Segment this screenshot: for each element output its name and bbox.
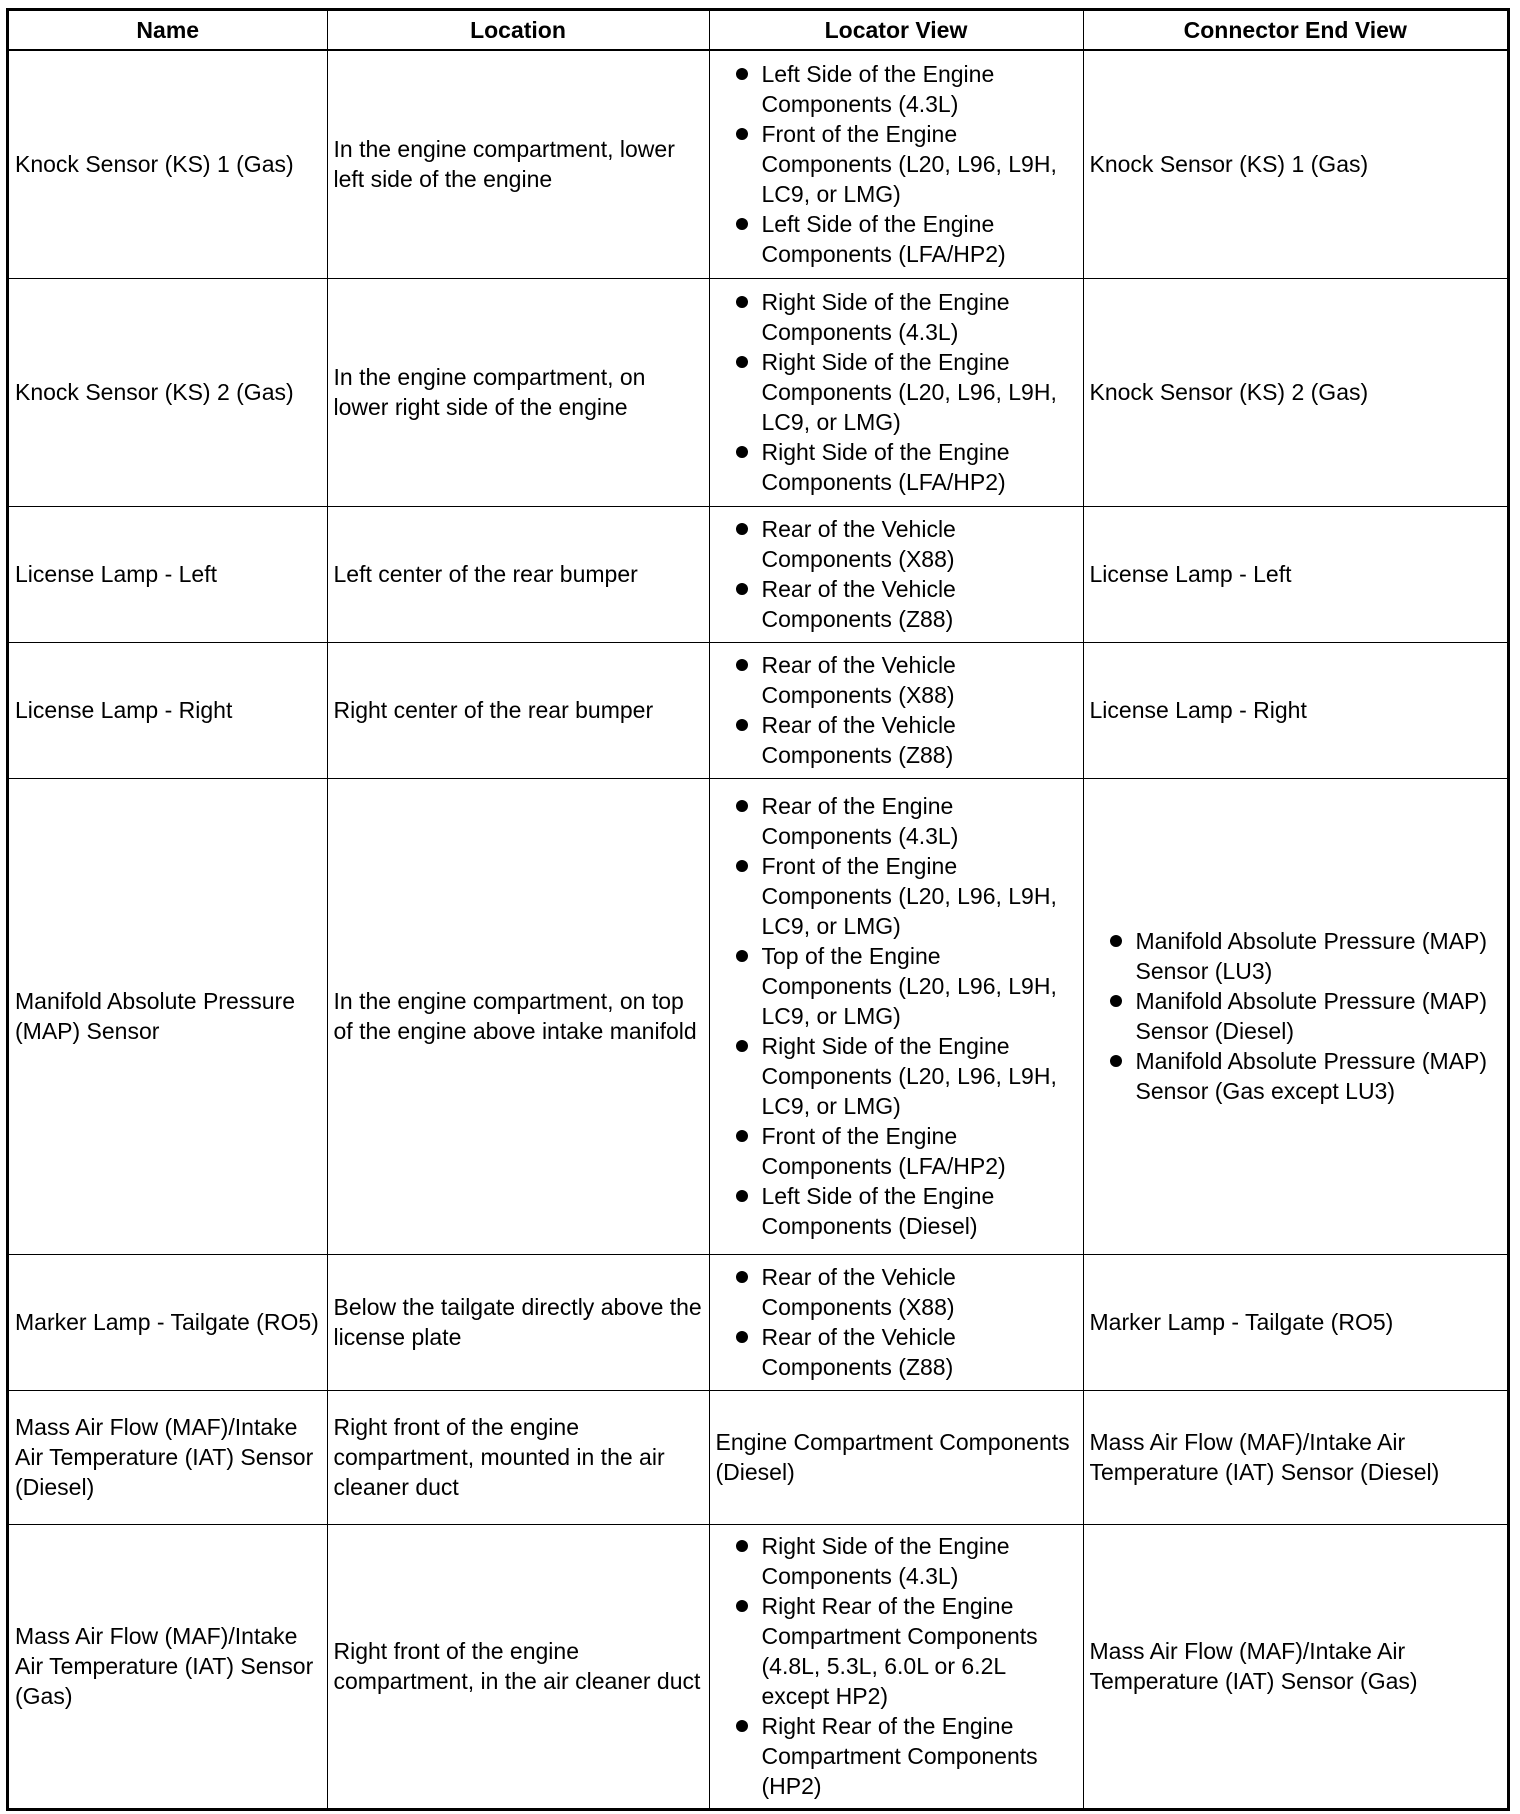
locator-link[interactable]: Top of the Engine Components (L20, L96, L9H, LC9, or LMG) <box>716 941 1077 1031</box>
connector-link[interactable]: Manifold Absolute Pressure (MAP) Sensor (Diesel) <box>1090 986 1502 1046</box>
cell-locator-view <box>709 1254 1083 1390</box>
locator-link[interactable]: Front of the Engine Components (LFA/HP2) <box>716 1121 1077 1181</box>
cell-connector-end-view[interactable]: Marker Lamp - Tailgate (RO5) <box>1083 1254 1507 1390</box>
cell-locator-view <box>709 778 1083 1254</box>
locator-link[interactable]: Rear of the Vehicle Components (X88) <box>716 1262 1077 1322</box>
cell-location: In the engine compartment, on top of the engine above intake manifold <box>327 778 709 1254</box>
locator-link[interactable]: Front of the Engine Components (L20, L96, L9H, LC9, or LMG) <box>716 119 1077 209</box>
cell-locator-view <box>709 278 1083 506</box>
cell-location: In the engine compartment, lower left side of the engine <box>327 50 709 278</box>
connector-link[interactable]: Manifold Absolute Pressure (MAP) Sensor (Gas except LU3) <box>1090 1046 1502 1106</box>
component-locator-table-frame <box>6 8 1510 1811</box>
header-connector-end-view: Connector End View <box>1083 11 1507 50</box>
locator-link[interactable]: Right Side of the Engine Components (L20, L96, L9H, LC9, or LMG) <box>716 1031 1077 1121</box>
table-row <box>9 1254 1507 1390</box>
cell-name: License Lamp - Right <box>9 642 327 778</box>
cell-connector-end-view[interactable]: License Lamp - Right <box>1083 642 1507 778</box>
cell-connector-end-view[interactable]: Knock Sensor (KS) 1 (Gas) <box>1083 50 1507 278</box>
cell-connector-end-view[interactable]: Mass Air Flow (MAF)/Intake Air Temperature (IAT) Sensor (Diesel) <box>1083 1390 1507 1524</box>
cell-name: Knock Sensor (KS) 2 (Gas) <box>9 278 327 506</box>
cell-locator-view <box>709 50 1083 278</box>
header-name: Name <box>9 11 327 50</box>
header-row <box>9 11 1507 50</box>
header-locator-view: Locator View <box>709 11 1083 50</box>
locator-link[interactable]: Rear of the Vehicle Components (Z88) <box>716 710 1077 770</box>
cell-name: Mass Air Flow (MAF)/Intake Air Temperature (IAT) Sensor (Diesel) <box>9 1390 327 1524</box>
cell-connector-end-view[interactable]: Mass Air Flow (MAF)/Intake Air Temperature (IAT) Sensor (Gas) <box>1089 1638 1418 1695</box>
cell-location: Right center of the rear bumper <box>327 642 709 778</box>
locator-link[interactable]: Right Side of the Engine Components (4.3L) <box>716 1531 1077 1591</box>
table-row <box>9 506 1507 642</box>
table-row <box>9 778 1507 1254</box>
locator-link[interactable]: Front of the Engine Components (L20, L96, L9H, LC9, or LMG) <box>716 851 1077 941</box>
cell-location: Below the tailgate directly above the license plate <box>327 1254 709 1390</box>
locator-link[interactable]: Right Side of the Engine Components (L20, L96, L9H, LC9, or LMG) <box>716 347 1077 437</box>
cell-connector-end-view <box>1083 778 1507 1254</box>
locator-link[interactable]: Rear of the Vehicle Components (Z88) <box>716 1322 1077 1382</box>
locator-link[interactable]: Right Rear of the Engine Compartment Components (HP2) <box>716 1711 1077 1801</box>
table-row <box>9 50 1507 278</box>
cell-name: Marker Lamp - Tailgate (RO5) <box>9 1254 327 1390</box>
locator-link[interactable]: Right Rear of the Engine Compartment Components (4.8L, 5.3L, 6.0L or 6.2L except HP2) <box>716 1591 1077 1711</box>
connector-link[interactable]: Manifold Absolute Pressure (MAP) Sensor (LU3) <box>1090 926 1502 986</box>
locator-link[interactable]: Rear of the Vehicle Components (X88) <box>716 514 1077 574</box>
locator-link[interactable]: Rear of the Vehicle Components (Z88) <box>716 574 1077 634</box>
cell-locator-view <box>709 506 1083 642</box>
cell-locator-view <box>709 642 1083 778</box>
locator-link[interactable]: Left Side of the Engine Components (LFA/HP2) <box>716 209 1077 269</box>
locator-link[interactable]: Right Side of the Engine Components (4.3L) <box>716 287 1077 347</box>
cell-location: Right front of the engine compartment, mounted in the air cleaner duct <box>327 1390 709 1524</box>
locator-link[interactable]: Rear of the Vehicle Components (X88) <box>716 650 1077 710</box>
table-row <box>9 278 1507 506</box>
cell-name: Knock Sensor (KS) 1 (Gas) <box>9 50 327 278</box>
locator-link[interactable]: Rear of the Engine Components (4.3L) <box>716 791 1077 851</box>
locator-link[interactable]: Right Side of the Engine Components (LFA/HP2) <box>716 437 1077 497</box>
cell-connector-end-view[interactable]: Knock Sensor (KS) 2 (Gas) <box>1083 278 1507 506</box>
cell-locator-view <box>709 1524 1083 1808</box>
locator-link[interactable]: Left Side of the Engine Components (Diesel) <box>716 1181 1077 1241</box>
table-row <box>9 642 1507 778</box>
cell-location: Left center of the rear bumper <box>327 506 709 642</box>
component-locator-table <box>9 11 1507 1808</box>
header-location: Location <box>327 11 709 50</box>
cell-locator-view[interactable]: Engine Compartment Components (Diesel) <box>709 1390 1083 1524</box>
table-row <box>9 1524 1507 1808</box>
locator-link[interactable]: Left Side of the Engine Components (4.3L) <box>716 59 1077 119</box>
table-row <box>9 1390 1507 1524</box>
cell-location: Right front of the engine compartment, in the air cleaner duct <box>327 1524 709 1808</box>
cell-name: Manifold Absolute Pressure (MAP) Sensor <box>9 778 327 1254</box>
cell-connector-end-view[interactable]: License Lamp - Left <box>1083 506 1507 642</box>
cell-location: In the engine compartment, on lower right side of the engine <box>327 278 709 506</box>
cell-name: License Lamp - Left <box>9 506 327 642</box>
cell-name: Mass Air Flow (MAF)/Intake Air Temperature (IAT) Sensor (Gas) <box>9 1524 327 1808</box>
